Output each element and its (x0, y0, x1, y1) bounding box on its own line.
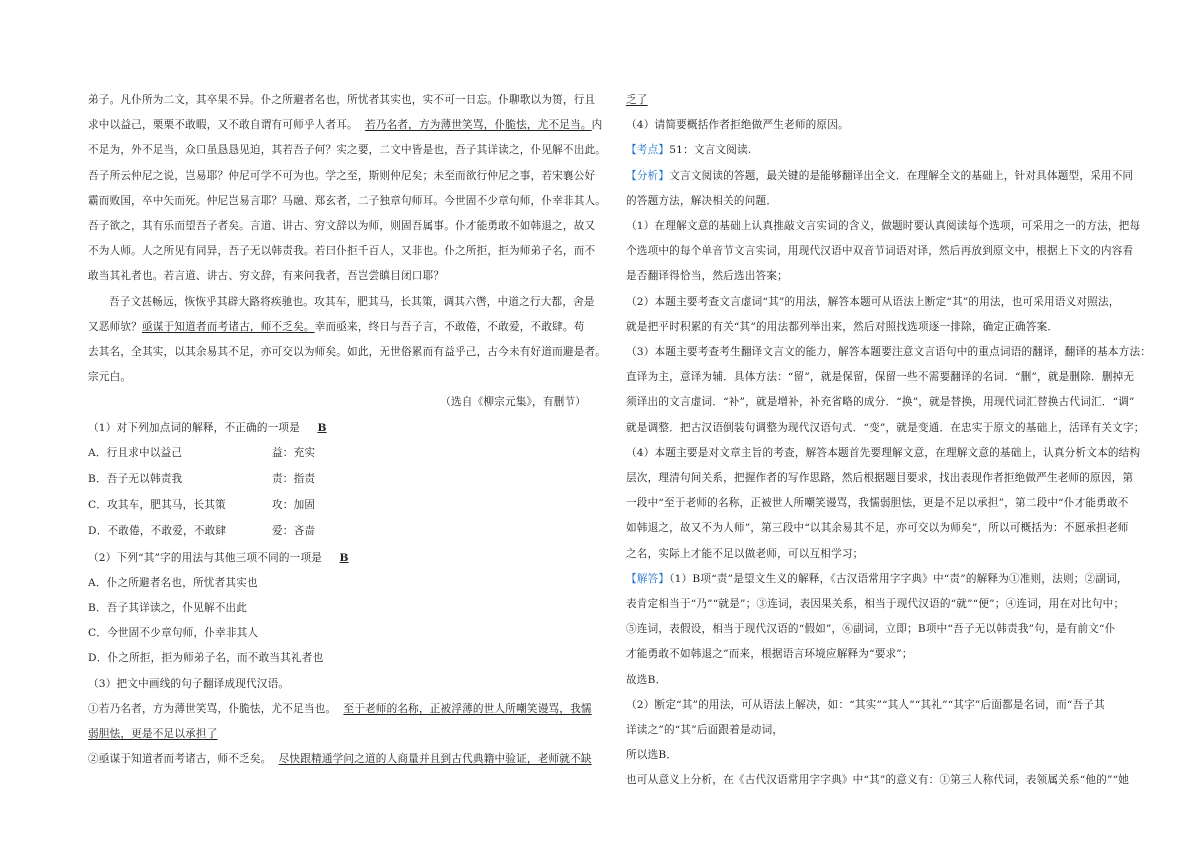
underlined-sentence-2: 亟谋于知道者而考诸古，师不乏矣。 (141, 320, 315, 333)
question-4-stem: （4）请简要概括作者拒绝做严生老师的原因。 (626, 119, 849, 132)
option-text: D．仆之所拒，拒为师弟子名，而不敢当其礼者也 (88, 652, 324, 665)
underlined-sentence-1: 若乃名者，方为薄世笑骂，仆脆怯，尤不足当。 (364, 119, 592, 132)
right-column (626, 88, 1152, 794)
option-text: D．不敢倦，不敢爱，不敢肆 (88, 525, 227, 538)
passage-line: 吾子所云仲尼之说，岂易耶？仲尼可学不可为也。学之至，斯则仲尼矣；未至而欲行仲尼之事，若宋襄公好 (88, 169, 596, 182)
kaodian-line: 【考点】51：文言文阅读. (626, 144, 752, 157)
passage-line: 求中以益己，栗栗不敢暇，又不敢自谓有可师乎人者耳。 若乃名者，方为薄世笑骂，仆脆怯，尤不足当。内 (88, 119, 603, 132)
translation-answer: 弱胆怯，更是不足以承担了 (88, 728, 218, 741)
passage-line: 去其名，全其实，以其余易其不足，亦可交以为师矣。如此，无世俗累而有益乎己，古今未有好道而避是者。 (88, 346, 607, 359)
analysis-line: 如韩退之，故又不为人师”，第三段中“以其余易其不足，亦可交以为师矣”，所以可概括为：不愿承担老师 (626, 522, 1129, 535)
analysis-line: 就是把平时积累的有关“其”的用法都列举出来，然后对照找选项逐一排除，确定正确答案． (626, 320, 1059, 333)
passage-source: （选自《柳宗元集》，有删节） (440, 396, 586, 409)
answer-line: 才能勇敢不如韩退之”而来，根据语言环境应解释为“要求”； (626, 648, 913, 661)
answer-line: 故选B． (626, 673, 667, 686)
translation-line: ①若乃名者，方为薄世笑骂，仆脆怯，尤不足当也。 至于老师的名称，正被浮薄的世人所嘲笑谩骂，我懦 (88, 702, 592, 715)
analysis-line: 的答题方法，解决相关的问题． (626, 194, 778, 207)
jieda-tag: 【解答】 (626, 572, 670, 585)
passage-line: 弟子。凡仆所为二文，其卒果不异。仆之所避者名也，所忧者其实也，实不可一日忘。仆聊歌以为篑，行且 (88, 94, 596, 106)
option-text: A．行且求中以益己 (88, 446, 183, 459)
option-row (88, 493, 590, 519)
answer-line: 表肯定相当于“乃”“就是”；③连词，表因果关系，相当于现代汉语的“就”“便”；④连词，用在对比句中； (626, 598, 1125, 611)
analysis-line: 就是调整．把古汉语倒装句调整为现代汉语句式．“变”，就是变通．在忠实于原文的基础上，活译有关文字； (626, 421, 1145, 434)
option-text: B．吾子无以韩责我 (88, 473, 183, 486)
left-column (88, 88, 607, 772)
jieda-line: 【解答】（1）B项“责”是望文生义的解释，《古汉语常用字字典》中“责”的解释为①准则，法则；②副词， (626, 572, 1128, 585)
option-row (88, 467, 590, 493)
fenxi-tag: 【分析】 (626, 169, 670, 182)
analysis-line: （1）在理解文意的基础上认真推敲文言实词的含义，做题时要认真阅读每个选项，可采用之一的方法，把每 (626, 220, 1141, 233)
option-text: B．吾子其详读之，仆见解不出此 (88, 602, 248, 614)
passage-line: 吾子欲之，其有乐而望吾子者矣。言道、讲古、穷文辞以为师，则固吾属事。仆才能勇敢不如韩退之，故又 (88, 220, 596, 233)
translation-line: ②亟谋于知道者而考诸古，师不乏矣。 尽快跟精通学问之道的人商量并且到古代典籍中验证，老师就不缺 (88, 753, 592, 766)
option-row (88, 441, 590, 467)
analysis-line: 须译出的文言虚词．“补”，就是增补，补充省略的成分．“换”，就是替换，用现代词汇替换古代词汇．“调” (626, 396, 1135, 409)
analysis-line: 之名，实际上才能不足以做老师，可以互相学习； (626, 547, 864, 560)
analysis-line: 个选项中的每个单音节文言实词，用现代汉语中双音节词语对译，然后再放到原文中，根据上下文的内容看 (626, 245, 1134, 258)
analysis-line: （2）本题主要考查文言虚词“其”的用法，解答本题可从语法上断定“其”的用法，也可采用语义对照法， (626, 295, 1120, 308)
kaodian-tag: 【考点】 (626, 144, 670, 157)
question-1-stem: （1）对下列加点词的解释，不正确的一项是 B (88, 416, 590, 441)
option-text: C．攻其车，肥其马，长其策 (88, 499, 226, 512)
answer-blank: B (339, 551, 349, 564)
analysis-line: （3）本题主要考查考生翻译文言文的能力，解答本题要注意文言语句中的重点词语的翻译，翻译的基本方法： (626, 346, 1152, 359)
option-text: A．仆之所避者名也，所忧者其实也 (88, 576, 258, 589)
translation-answer: 乏了 (626, 94, 648, 106)
answer-line: 详读之”的“其”后面跟着是动词， (626, 724, 784, 737)
answer-line: 也可从意义上分析，在《古代汉语常用字字典》中“其”的意义有：①第三人称代词，表领属关系“他的”“她 (626, 774, 1130, 787)
passage-line: 霸而败国，卒中矢而死。仲尼岂易言耶？马融、郑玄者，二子独章句师耳。今世固不少章句师，仆幸非其人。 (88, 194, 607, 207)
answer-line: ⑤连词，表假设，相当于现代汉语的“假如”，⑥副词，立即；B项中“吾子无以韩责我”句，是有前文“仆 (626, 623, 1116, 636)
analysis-line: （4）本题主要是对文章主旨的考查，解答本题首先要理解文意，在理解文意的基础上，认真分析文本的结构 (626, 446, 1141, 459)
analysis-line: 是否翻译得恰当，然后选出答案； (626, 270, 788, 283)
analysis-line: 直译为主，意译为辅．具体方法：“留”，就是保留，保留一些不需要翻译的名词．“删”，就是删除．删掉无 (626, 371, 1135, 384)
translation-line (88, 722, 590, 747)
option-gloss: 责：指责 (272, 473, 316, 486)
question-2-stem: （2）下列“其”字的用法与其他三项不同的一项是 B (88, 546, 590, 571)
question-3-stem: （3）把文中画线的句子翻译成现代汉语。 (88, 677, 290, 690)
passage-line: 吾子文甚畅远，恢恢乎其辟大路将疾驰也。攻其车，肥其马，长其策，调其六辔，中道之行大都，舍是 (109, 295, 595, 308)
answer-blank: B (317, 421, 327, 434)
translation-line (626, 88, 1128, 113)
option-text: C．今世固不少章句师，仆幸非其人 (88, 627, 259, 640)
passage-line: 敢当其礼者也。若言道、讲古、穷文辞，有来问我者，吾岂尝瞋目闭口耶？ (88, 270, 445, 283)
fenxi-line: 【分析】文言文阅读的答题，最关键的是能够翻译出全文．在理解全文的基础上，针对具体题型，采用不同 (626, 169, 1134, 182)
analysis-line: 一段中“至于老师的名称，正被世人所嘲笑谩骂，我懦弱胆怯，更是不足以承担”，第二段中“仆才能勇敢不 (626, 497, 1129, 510)
option-gloss: 攻：加固 (272, 499, 316, 512)
answer-line: 所以选B． (626, 749, 678, 762)
passage-line: 宗元白。 (88, 371, 132, 384)
analysis-line: 层次，理清句间关系，把握作者的写作思路，然后根据题目要求，找出表现作者拒绝做严生老师的原因，第 (626, 472, 1134, 485)
option-row (88, 519, 590, 545)
translation-answer: 至于老师的名称，正被浮薄的世人所嘲笑谩骂，我懦 (343, 702, 592, 715)
option-gloss: 益：充实 (272, 446, 316, 459)
passage-line: 不足为，外不足当，众口虽恳恳见迫，其若吾子何？实之要，二文中皆是也，吾子其详读之，仆见解不出此。 (88, 144, 607, 157)
option-gloss: 爱：吝啬 (272, 525, 316, 538)
translation-answer: 尽快跟精通学问之道的人商量并且到古代典籍中验证，老师就不缺 (278, 753, 592, 766)
passage-line: 又恶师欤？亟谋于知道者而考诸古，师不乏矣。幸而亟来，终日与吾子言，不敢倦，不敢爱，不敢肆。苟 (88, 320, 585, 333)
passage-line: 不为人师。人之所见有同异，吾子无以韩责我。若曰仆拒千百人，又非也。仆之所拒，拒为师弟子名，而不 (88, 245, 596, 258)
answer-line: （2）断定“其”的用法，可从语法上解决，如：“其实”“其人”“其礼”“其字”后面都是名词，而“吾子其 (626, 698, 1105, 711)
